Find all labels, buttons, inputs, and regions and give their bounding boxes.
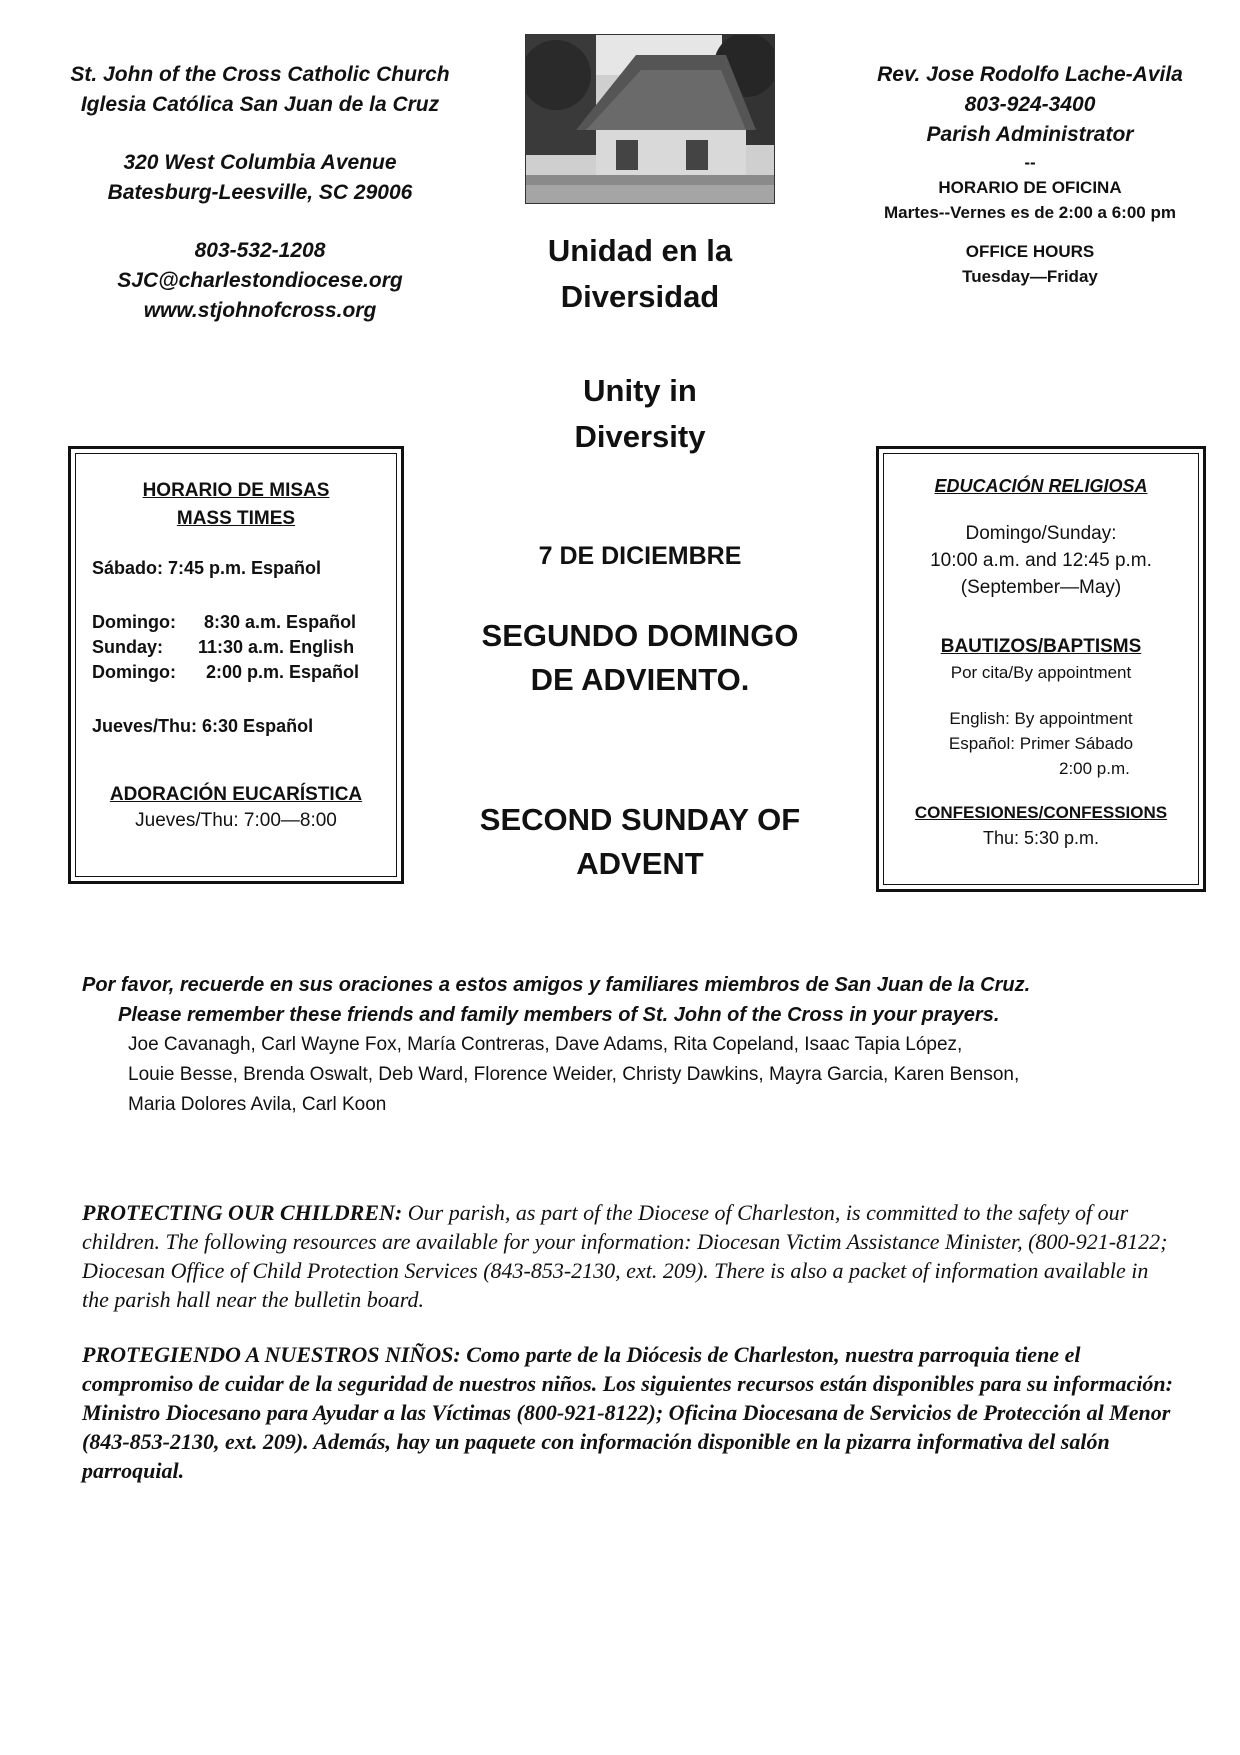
pastor-phone: 803-924-3400 [964, 93, 1096, 116]
sunday-en-line-2: ADVENT [576, 846, 704, 881]
sunday-es-line-1: SEGUNDO DOMINGO [481, 618, 799, 653]
protecting-children-es [82, 1340, 1180, 1485]
protecting-children-en-heading: PROTECTING OUR CHILDREN: [82, 1200, 403, 1225]
address-line-2: Batesburg-Leesville, SC 29006 [107, 181, 413, 204]
liturgical-day-en [440, 798, 840, 886]
prayer-names: Joe Cavanagh, Carl Wayne Fox, María Contreras, Dave Adams, Rita Copeland, Isaac Tapia López, [128, 1034, 963, 1055]
sunday-mass-row [92, 610, 392, 635]
theme-english [500, 368, 780, 460]
church-website: www.stjohnofcross.org [143, 299, 377, 322]
theme-en-line-1: Unity in [583, 373, 697, 408]
office-hours-en: Tuesday—Friday [962, 267, 1098, 286]
mass-time: 2:00 p.m. Español [206, 662, 360, 682]
theme-en-line-2: Diversity [574, 419, 706, 454]
religious-ed-title: EDUCACIÓN RELIGIOSA [934, 476, 1148, 496]
church-name-en: St. John of the Cross Catholic Church [70, 63, 450, 86]
church-photo [525, 34, 775, 204]
baptisms-spanish: Español: Primer Sábado [948, 734, 1134, 753]
sunday-en-line-1: SECOND SUNDAY OF [479, 802, 801, 837]
prayer-intro-es: Por favor, recuerde en sus oraciones a estos amigos y familiares miembros de San Juan de la Cruz. [82, 974, 1031, 996]
church-info [40, 60, 480, 326]
thursday-mass: Jueves/Thu: 6:30 Español [92, 716, 314, 736]
saturday-mass: Sábado: 7:45 p.m. Español [92, 558, 322, 578]
mass-times-title-en: MASS TIMES [176, 508, 296, 529]
baptisms-english: English: By appointment [949, 709, 1133, 728]
sunday-mass-row [92, 635, 392, 660]
mass-time: 8:30 a.m. Español [204, 612, 357, 632]
adoration-title: ADORACIÓN EUCARÍSTICA [109, 784, 363, 805]
religious-ed-days: Domingo/Sunday: [965, 523, 1117, 544]
protecting-children-en-body: Our parish, as part of the Diocese of Charleston, is committed to the safety of our children. The following resources are available for your information: Diocesan Victim Assistance Minister, (800-921-8122; Diocesan Office of Child Protection Services (843-853-2130, ext. 209). There is also a packet of information available in the parish hall near the bulletin board. [82, 1200, 1168, 1312]
office-hours-en-title: OFFICE HOURS [965, 242, 1095, 261]
religious-education-box [876, 446, 1206, 892]
prayer-names: Louie Besse, Brenda Oswalt, Deb Ward, Florence Weider, Christy Dawkins, Mayra Garcia, Karen Benson, [128, 1064, 1020, 1085]
mass-times-title-es: HORARIO DE MISAS [142, 480, 330, 501]
office-hours-es-title: HORARIO DE OFICINA [938, 178, 1122, 197]
pastor-info [850, 60, 1210, 289]
bulletin-date: 7 DE DICIEMBRE [538, 542, 742, 570]
church-photo-drawing [526, 35, 774, 203]
religious-ed-times: 10:00 a.m. and 12:45 p.m. [930, 550, 1152, 571]
confessions-time: Thu: 5:30 p.m. [982, 828, 1100, 848]
separator: -- [1024, 153, 1036, 172]
adoration-time: Jueves/Thu: 7:00—8:00 [135, 810, 337, 831]
religious-ed-schedule [884, 520, 1198, 601]
prayer-list [82, 970, 1182, 1120]
protecting-children-es-body: Como parte de la Diócesis de Charleston, nuestra parroquia tiene el compromiso de cuidar de la seguridad de nuestros niños. Los siguientes recursos están disponibles para su información: Ministro Diocesano para Ayudar a las Víctimas (800-921-8122); Oficina Diocesana de Servicios de Protección al Menor (843-853-2130, ext. 209). Además, hay un paquete con información disponible en la pizarra informativa del salón parroquial. [82, 1342, 1173, 1483]
protecting-children-es-heading: PROTEGIENDO A NUESTROS NIÑOS: [82, 1342, 461, 1367]
mass-times-box [68, 446, 404, 884]
liturgical-day-es [440, 614, 840, 702]
mass-day: Domingo: [92, 612, 176, 632]
pastor-name: Rev. Jose Rodolfo Lache-Avila [877, 63, 1183, 86]
religious-ed-season: (September—May) [960, 577, 1122, 598]
sunday-mass-row [92, 660, 392, 685]
prayer-names: Maria Dolores Avila, Carl Koon [128, 1094, 387, 1115]
prayer-intro-en: Please remember these friends and family members of St. John of the Cross in your prayers. [118, 1004, 1000, 1026]
church-name-es: Iglesia Católica San Juan de la Cruz [80, 93, 440, 116]
mass-day: Sunday: [92, 637, 164, 657]
theme-spanish [500, 228, 780, 320]
address-line-1: 320 West Columbia Avenue [123, 151, 397, 174]
baptisms-title: BAUTIZOS/BAPTISMS [940, 636, 1142, 657]
sunday-es-line-2: DE ADVIENTO. [530, 662, 750, 697]
office-hours-es: Martes--Vernes es de 2:00 a 6:00 pm [884, 203, 1176, 222]
pastor-title: Parish Administrator [926, 123, 1134, 146]
church-phone: 803-532-1208 [194, 239, 326, 262]
theme-es-line-1: Unidad en la [547, 233, 733, 268]
baptisms-note: Por cita/By appointment [950, 663, 1132, 682]
baptisms-spanish-time: 2:00 p.m. [1059, 759, 1130, 778]
sunday-masses [92, 610, 392, 685]
mass-day: Domingo: [92, 662, 176, 682]
mass-time: 11:30 a.m. English [198, 637, 355, 657]
confessions-title: CONFESIONES/CONFESSIONS [914, 803, 1168, 822]
protecting-children-en [82, 1198, 1180, 1314]
church-email: SJC@charlestondiocese.org [117, 269, 403, 292]
theme-es-line-2: Diversidad [560, 279, 720, 314]
